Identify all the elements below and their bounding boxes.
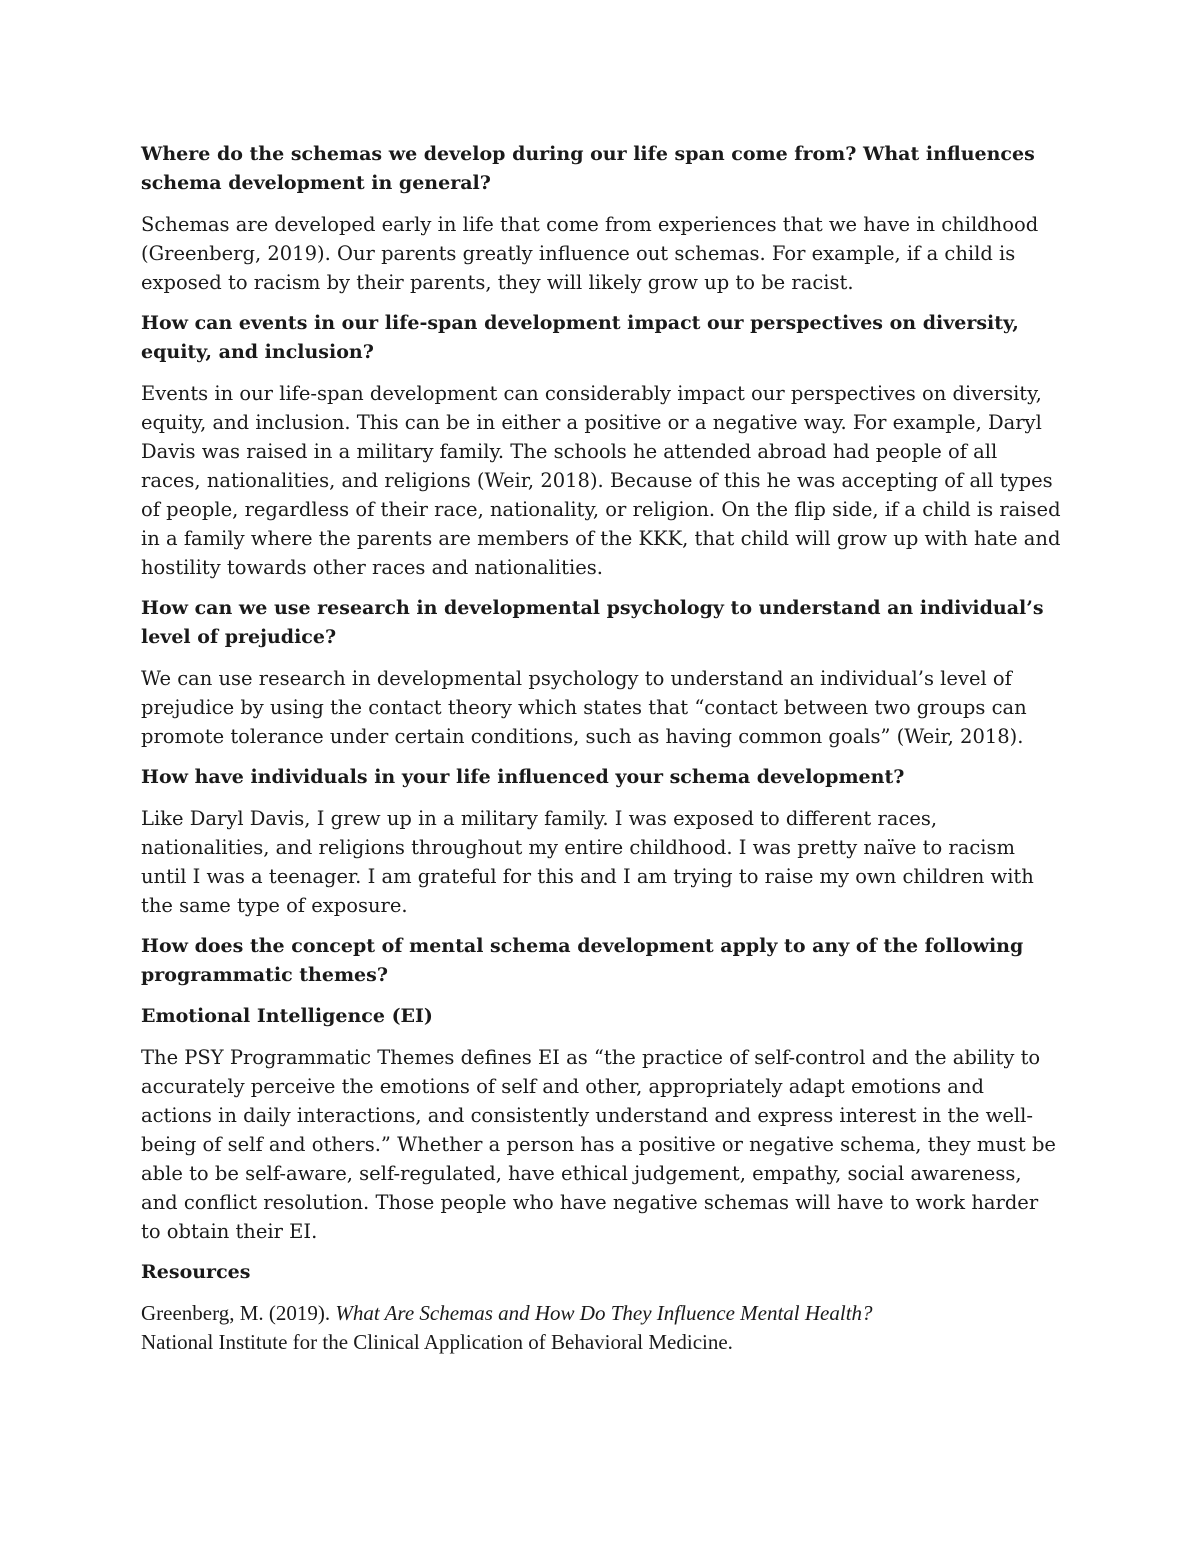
reference-title: What Are Schemas and How Do They Influence Mental Health? xyxy=(335,1301,873,1325)
reference-entry xyxy=(141,1299,1061,1357)
question-3: How can we use research in developmental psychology to understand an individual’s level of prejudice? xyxy=(141,597,1044,648)
answer-4: Like Daryl Davis, I grew up in a military family. I was exposed to different races, nationalities, and religions throughout my entire childhood. I was pretty naïve to racism until I was a teenager. I am grateful for this and I am trying to raise my own children with the same type of exposure. xyxy=(141,807,1034,917)
question-1: Where do the schemas we develop during our life span come from? What influences schema development in general? xyxy=(141,143,1035,194)
answer-2: Events in our life-span development can considerably impact our perspectives on diversity, equity, and inclusion. This can be in either a positive or a negative way. For example, Daryl Davis was raised in a military family. The schools he attended abroad had people of all races, nationalities, and religions (Weir, 2018). Because of this he was accepting of all types of people, regardless of their race, nationality, or religion. On the flip side, if a child is raised in a family where the parents are members of the KKK, that child will grow up with hate and hostility towards other races and nationalities. xyxy=(141,382,1061,579)
ei-heading: Emotional Intelligence (EI) xyxy=(141,1005,433,1027)
reference-publisher: National Institute for the Clinical Application of Behavioral Medicine. xyxy=(141,1330,733,1354)
answer-1: Schemas are developed early in life that come from experiences that we have in childhood (Greenberg, 2019). Our parents greatly influence out schemas. For example, if a child is exposed to racism by their parents, they will likely grow up to be racist. xyxy=(141,213,1039,294)
resources-heading: Resources xyxy=(141,1261,251,1283)
question-4: How have individuals in your life influenced your schema development? xyxy=(141,766,905,788)
document-page xyxy=(141,140,1061,1357)
question-5: How does the concept of mental schema development apply to any of the following programmatic themes? xyxy=(141,935,1024,986)
question-2: How can events in our life-span development impact our perspectives on diversity, equity, and inclusion? xyxy=(141,312,1019,363)
ei-text: The PSY Programmatic Themes defines EI as “the practice of self-control and the ability to accurately perceive the emotions of self and other, appropriately adapt emotions and actions in daily interactions, and consistently understand and express interest in the well-being of self and others.” Whether a person has a positive or negative schema, they must be able to be self-aware, self-regulated, have ethical judgement, empathy, social awareness, and conflict resolution. Those people who have negative schemas will have to work harder to obtain their EI. xyxy=(141,1046,1056,1243)
reference-author: Greenberg, M. (2019). xyxy=(141,1301,336,1325)
answer-3: We can use research in developmental psychology to understand an individual’s level of prejudice by using the contact theory which states that “contact between two groups can promote tolerance under certain conditions, such as having common goals” (Weir, 2018). xyxy=(141,667,1027,748)
